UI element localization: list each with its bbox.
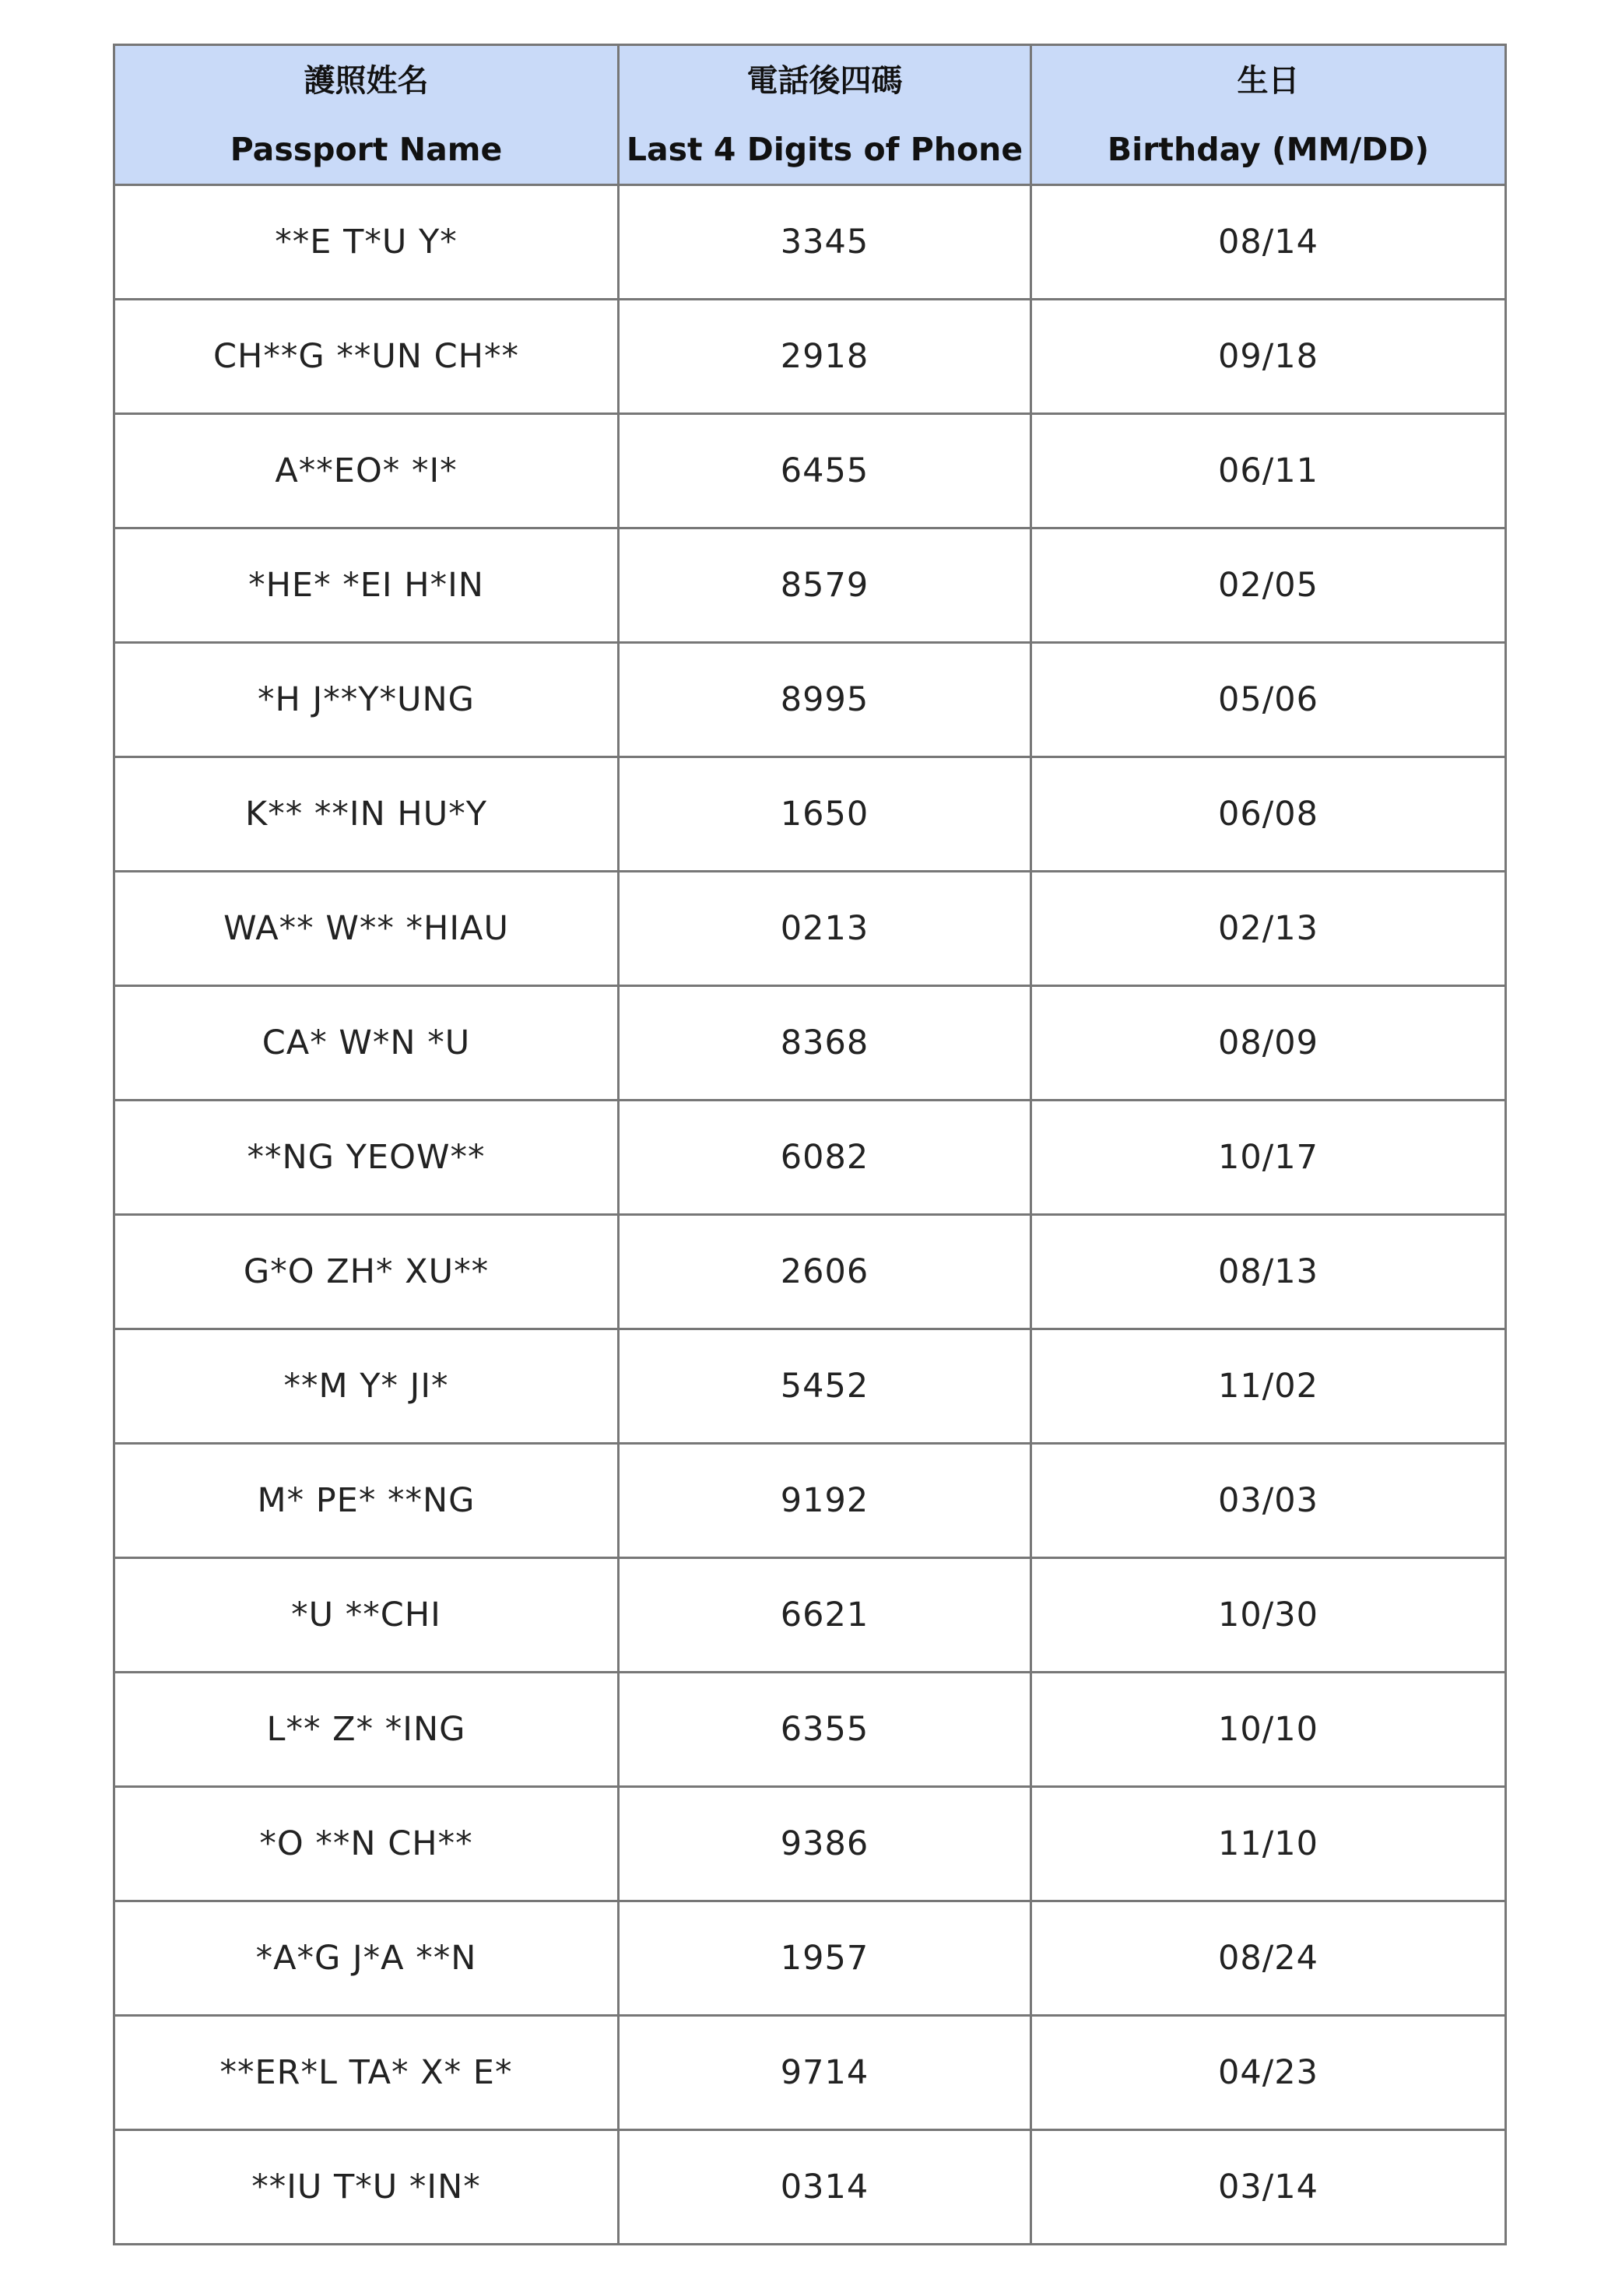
- table-row: [114, 2130, 1506, 2245]
- phone-digits-cell: 2606: [619, 1215, 1031, 1329]
- phone-digits-cell: 6621: [619, 1558, 1031, 1673]
- table-row: [114, 2016, 1506, 2130]
- header-row: [114, 45, 1506, 185]
- passport-name-cell: G*O ZH* XU**: [114, 1215, 619, 1329]
- birthday-cell: 08/24: [1031, 1901, 1506, 2016]
- header-passport-name-zh: 護照姓名: [304, 62, 429, 99]
- passport-name-cell: *O **N CH**: [114, 1787, 619, 1901]
- birthday-cell: 06/11: [1031, 414, 1506, 528]
- passport-name-cell: **IU T*U *IN*: [114, 2130, 619, 2245]
- birthday-cell: 05/06: [1031, 643, 1506, 757]
- phone-digits-cell: 9192: [619, 1444, 1031, 1558]
- birthday-cell: 08/14: [1031, 185, 1506, 300]
- phone-digits-cell: 6455: [619, 414, 1031, 528]
- table-row: [114, 1558, 1506, 1673]
- birthday-cell: 02/05: [1031, 528, 1506, 643]
- table-row: [114, 1329, 1506, 1444]
- passport-name-cell: K** **IN HU*Y: [114, 757, 619, 872]
- passport-name-cell: *HE* *EI H*IN: [114, 528, 619, 643]
- passport-name-cell: **ER*L TA* X* E*: [114, 2016, 619, 2130]
- table-row: [114, 757, 1506, 872]
- table-header: [114, 45, 1506, 185]
- table-row: [114, 1444, 1506, 1558]
- phone-digits-cell: 8368: [619, 986, 1031, 1101]
- birthday-cell: 10/17: [1031, 1101, 1506, 1215]
- table-row: [114, 1215, 1506, 1329]
- birthday-cell: 04/23: [1031, 2016, 1506, 2130]
- passport-name-cell: **NG YEOW**: [114, 1101, 619, 1215]
- phone-digits-cell: 8579: [619, 528, 1031, 643]
- table-row: [114, 414, 1506, 528]
- phone-digits-cell: 6355: [619, 1673, 1031, 1787]
- passport-name-cell: CA* W*N *U: [114, 986, 619, 1101]
- birthday-cell: 02/13: [1031, 872, 1506, 986]
- table-row: [114, 643, 1506, 757]
- document-page: [113, 44, 1504, 2245]
- participant-table: [113, 44, 1507, 2245]
- passport-name-cell: CH**G **UN CH**: [114, 300, 619, 414]
- birthday-cell: 03/14: [1031, 2130, 1506, 2245]
- birthday-cell: 09/18: [1031, 300, 1506, 414]
- header-birthday-en: Birthday (MM/DD): [1107, 130, 1430, 168]
- phone-digits-cell: 6082: [619, 1101, 1031, 1215]
- passport-name-cell: *A*G J*A **N: [114, 1901, 619, 2016]
- phone-digits-cell: 1957: [619, 1901, 1031, 2016]
- header-birthday: [1031, 45, 1506, 185]
- birthday-cell: 11/10: [1031, 1787, 1506, 1901]
- phone-digits-cell: 9714: [619, 2016, 1031, 2130]
- table-row: [114, 185, 1506, 300]
- phone-digits-cell: 2918: [619, 300, 1031, 414]
- table-row: [114, 300, 1506, 414]
- header-birthday-zh: 生日: [1237, 62, 1300, 99]
- header-phone-digits: [619, 45, 1031, 185]
- passport-name-cell: L** Z* *ING: [114, 1673, 619, 1787]
- passport-name-cell: A**EO* *I*: [114, 414, 619, 528]
- table-row: [114, 1787, 1506, 1901]
- table-body: [114, 185, 1506, 2245]
- phone-digits-cell: 9386: [619, 1787, 1031, 1901]
- passport-name-cell: WA** W** *HIAU: [114, 872, 619, 986]
- phone-digits-cell: 8995: [619, 643, 1031, 757]
- table-row: [114, 528, 1506, 643]
- header-phone-digits-en: Last 4 Digits of Phone: [626, 130, 1023, 168]
- birthday-cell: 10/10: [1031, 1673, 1506, 1787]
- birthday-cell: 08/09: [1031, 986, 1506, 1101]
- birthday-cell: 11/02: [1031, 1329, 1506, 1444]
- birthday-cell: 08/13: [1031, 1215, 1506, 1329]
- passport-name-cell: M* PE* **NG: [114, 1444, 619, 1558]
- phone-digits-cell: 3345: [619, 185, 1031, 300]
- phone-digits-cell: 1650: [619, 757, 1031, 872]
- passport-name-cell: **M Y* JI*: [114, 1329, 619, 1444]
- table-row: [114, 872, 1506, 986]
- header-passport-name: [114, 45, 619, 185]
- birthday-cell: 10/30: [1031, 1558, 1506, 1673]
- phone-digits-cell: 0213: [619, 872, 1031, 986]
- table-row: [114, 1673, 1506, 1787]
- phone-digits-cell: 5452: [619, 1329, 1031, 1444]
- header-phone-digits-zh: 電話後四碼: [746, 62, 903, 99]
- header-passport-name-en: Passport Name: [230, 130, 503, 168]
- birthday-cell: 06/08: [1031, 757, 1506, 872]
- table-row: [114, 1901, 1506, 2016]
- phone-digits-cell: 0314: [619, 2130, 1031, 2245]
- table-row: [114, 986, 1506, 1101]
- table-row: [114, 1101, 1506, 1215]
- passport-name-cell: *U **CHI: [114, 1558, 619, 1673]
- birthday-cell: 03/03: [1031, 1444, 1506, 1558]
- passport-name-cell: *H J**Y*UNG: [114, 643, 619, 757]
- passport-name-cell: **E T*U Y*: [114, 185, 619, 300]
